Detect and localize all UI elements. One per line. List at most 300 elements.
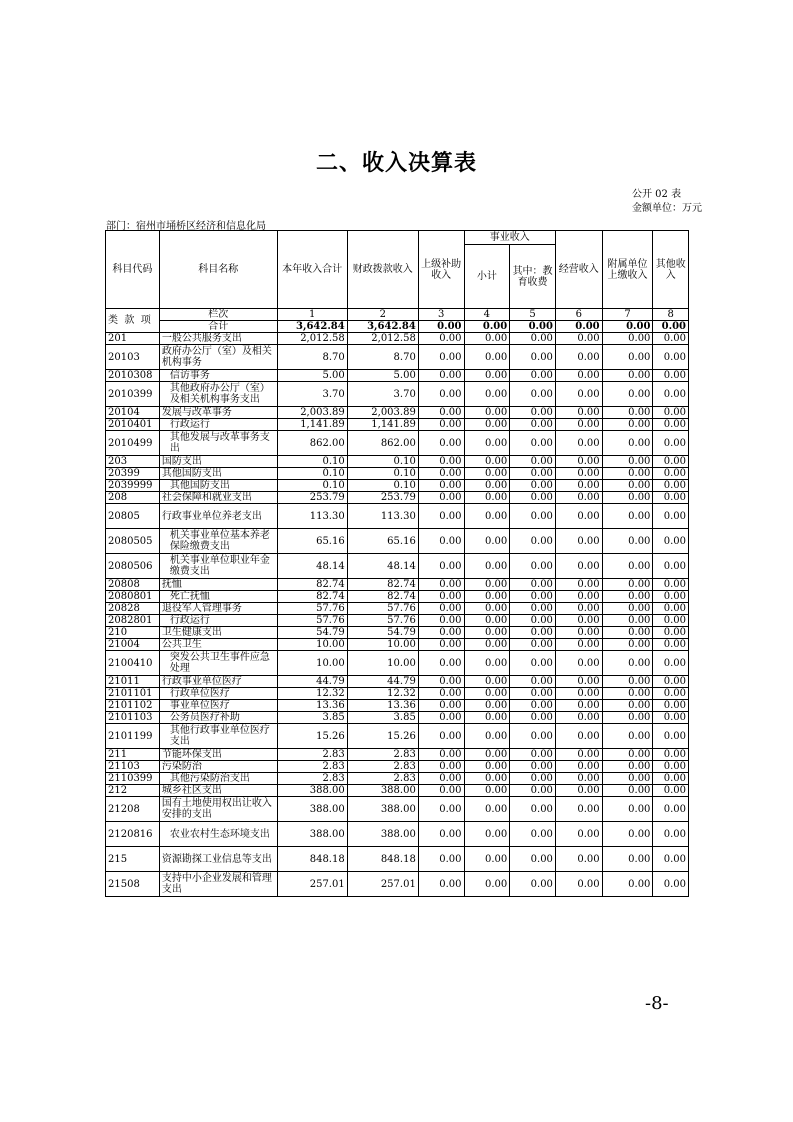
table-row	[106, 345, 689, 370]
row-value: 0.00	[555, 370, 602, 382]
row-value: 0.00	[510, 773, 556, 785]
row-value: 0.00	[510, 529, 556, 554]
total-row	[106, 321, 689, 333]
row-code: 2101199	[106, 724, 160, 749]
row-code: 21508	[106, 872, 160, 897]
row-name: 退役军人管理事务	[159, 603, 277, 615]
header-kuan: 款	[124, 315, 135, 326]
row-value: 0.00	[555, 797, 602, 822]
row-value: 48.14	[347, 554, 418, 579]
col-num: 3	[418, 309, 464, 321]
row-value: 0.00	[418, 847, 464, 872]
row-code: 2039999	[106, 480, 160, 492]
row-value: 388.00	[277, 797, 347, 822]
row-value: 0.00	[602, 480, 653, 492]
row-value: 0.00	[418, 554, 464, 579]
row-value: 0.00	[464, 603, 510, 615]
header-lei: 类	[108, 315, 118, 326]
row-name: 国有土地使用权出让收入安排的支出	[159, 797, 277, 822]
row-value: 0.00	[602, 382, 653, 407]
row-value: 0.00	[555, 847, 602, 872]
row-value: 0.00	[418, 603, 464, 615]
row-name: 抚恤	[159, 579, 277, 591]
row-code: 208	[106, 492, 160, 504]
row-name: 资源勘探工业信息等支出	[159, 847, 277, 872]
header-lei-kuan-xiang	[106, 309, 160, 333]
row-value: 0.00	[602, 676, 653, 688]
row-value: 0.00	[653, 504, 689, 529]
row-value: 0.00	[555, 785, 602, 797]
row-value: 0.00	[555, 492, 602, 504]
col-num: 1	[277, 309, 347, 321]
row-value: 0.00	[555, 333, 602, 345]
row-code: 2080506	[106, 554, 160, 579]
table-row	[106, 872, 689, 897]
row-value: 0.00	[653, 822, 689, 847]
row-value: 0.00	[653, 603, 689, 615]
row-value: 0.00	[418, 591, 464, 603]
row-value: 8.70	[347, 345, 418, 370]
row-code: 20805	[106, 504, 160, 529]
row-value: 0.00	[653, 370, 689, 382]
row-value: 0.00	[653, 456, 689, 468]
row-value: 0.00	[653, 333, 689, 345]
header-subsidy: 上级补助收入	[418, 231, 464, 309]
row-name: 公共卫生	[159, 639, 277, 651]
row-value: 3.70	[347, 382, 418, 407]
row-name: 公务员医疗补助	[159, 712, 277, 724]
row-value: 0.00	[464, 627, 510, 639]
row-value: 0.00	[602, 345, 653, 370]
page-number: -8-	[645, 993, 669, 1014]
row-value: 0.00	[653, 554, 689, 579]
row-value: 0.00	[653, 431, 689, 456]
row-code: 215	[106, 847, 160, 872]
total-value: 0.00	[510, 321, 556, 333]
row-value: 0.10	[277, 480, 347, 492]
row-value: 0.00	[602, 773, 653, 785]
row-value: 0.00	[510, 492, 556, 504]
row-value: 113.30	[277, 504, 347, 529]
row-value: 0.00	[510, 761, 556, 773]
header-fiscal: 财政拨款收入	[347, 231, 418, 309]
row-value: 2.83	[277, 773, 347, 785]
row-value: 0.00	[653, 468, 689, 480]
table-row	[106, 627, 689, 639]
row-name: 国防支出	[159, 456, 277, 468]
row-code: 2101102	[106, 700, 160, 712]
row-value: 0.00	[418, 468, 464, 480]
row-code: 2100410	[106, 651, 160, 676]
row-value: 0.00	[653, 345, 689, 370]
row-value: 0.00	[555, 712, 602, 724]
row-value: 0.00	[555, 456, 602, 468]
row-value: 0.00	[653, 872, 689, 897]
table-row	[106, 554, 689, 579]
row-value: 82.74	[347, 579, 418, 591]
row-value: 0.00	[510, 639, 556, 651]
row-value: 0.00	[602, 651, 653, 676]
row-value: 0.00	[418, 579, 464, 591]
row-value: 0.00	[602, 456, 653, 468]
row-value: 0.00	[653, 615, 689, 627]
total-value: 3,642.84	[277, 321, 347, 333]
row-value: 0.00	[555, 651, 602, 676]
form-number: 公开 02 表	[632, 189, 682, 200]
row-value: 0.00	[464, 688, 510, 700]
row-value: 0.00	[510, 407, 556, 419]
row-name: 行政运行	[159, 615, 277, 627]
table-row	[106, 529, 689, 554]
row-value: 65.16	[277, 529, 347, 554]
row-value: 0.00	[418, 797, 464, 822]
col-num: 5	[510, 309, 556, 321]
row-name: 其他发展与改革事务支出	[159, 431, 277, 456]
row-value: 10.00	[277, 639, 347, 651]
row-value: 2.83	[277, 749, 347, 761]
table-row	[106, 797, 689, 822]
row-code: 211	[106, 749, 160, 761]
row-value: 57.76	[347, 615, 418, 627]
table-row	[106, 724, 689, 749]
row-value: 0.00	[653, 651, 689, 676]
row-value: 0.00	[510, 797, 556, 822]
page-title: 二、收入决算表	[315, 150, 477, 176]
row-code: 2010499	[106, 431, 160, 456]
col-num: 7	[602, 309, 653, 321]
row-value: 15.26	[277, 724, 347, 749]
row-value: 0.00	[555, 345, 602, 370]
row-name: 行政事业单位医疗	[159, 676, 277, 688]
income-table	[105, 230, 689, 897]
row-value: 0.00	[418, 724, 464, 749]
row-value: 44.79	[277, 676, 347, 688]
row-value: 0.00	[555, 822, 602, 847]
row-code: 21011	[106, 676, 160, 688]
row-value: 54.79	[277, 627, 347, 639]
row-value: 0.00	[555, 591, 602, 603]
row-value: 0.10	[347, 468, 418, 480]
row-value: 0.00	[510, 700, 556, 712]
row-value: 0.00	[464, 785, 510, 797]
table-row	[106, 761, 689, 773]
row-value: 0.00	[510, 712, 556, 724]
row-value: 0.00	[418, 345, 464, 370]
row-value: 13.36	[277, 700, 347, 712]
row-value: 0.00	[464, 504, 510, 529]
row-value: 0.00	[653, 480, 689, 492]
row-value: 0.00	[653, 712, 689, 724]
row-value: 0.00	[602, 370, 653, 382]
row-value: 3.85	[347, 712, 418, 724]
row-value: 0.00	[653, 579, 689, 591]
row-code: 2080801	[106, 591, 160, 603]
row-value: 0.00	[510, 382, 556, 407]
row-name: 社会保障和就业支出	[159, 492, 277, 504]
row-value: 0.00	[510, 627, 556, 639]
row-value: 0.00	[653, 407, 689, 419]
row-code: 2080505	[106, 529, 160, 554]
row-name: 行政事业单位养老支出	[159, 504, 277, 529]
row-value: 0.00	[602, 579, 653, 591]
row-value: 0.00	[510, 480, 556, 492]
row-value: 0.00	[555, 639, 602, 651]
row-value: 0.00	[653, 591, 689, 603]
row-value: 388.00	[277, 822, 347, 847]
row-code: 20104	[106, 407, 160, 419]
row-value: 2.83	[347, 749, 418, 761]
row-value: 0.00	[602, 529, 653, 554]
row-value: 48.14	[277, 554, 347, 579]
table-row	[106, 615, 689, 627]
row-value: 0.00	[653, 773, 689, 785]
row-value: 0.00	[510, 749, 556, 761]
row-value: 0.00	[418, 773, 464, 785]
row-value: 0.00	[602, 492, 653, 504]
row-value: 0.00	[602, 419, 653, 431]
table-row	[106, 676, 689, 688]
header-business: 事业收入	[464, 231, 555, 245]
row-name: 死亡抚恤	[159, 591, 277, 603]
row-value: 0.00	[602, 749, 653, 761]
row-value: 57.76	[347, 603, 418, 615]
row-code: 20828	[106, 603, 160, 615]
row-value: 0.00	[602, 504, 653, 529]
row-value: 0.00	[510, 785, 556, 797]
header-subtotal: 小计	[464, 245, 510, 309]
table-row	[106, 480, 689, 492]
header-code: 科目代码	[106, 231, 160, 309]
row-name: 行政运行	[159, 419, 277, 431]
table-row	[106, 639, 689, 651]
row-value: 0.00	[418, 480, 464, 492]
row-value: 0.00	[418, 785, 464, 797]
row-name: 行政单位医疗	[159, 688, 277, 700]
row-value: 0.00	[464, 480, 510, 492]
row-value: 0.00	[653, 492, 689, 504]
row-value: 0.00	[602, 847, 653, 872]
row-code: 2010308	[106, 370, 160, 382]
row-value: 0.00	[555, 407, 602, 419]
row-code: 20103	[106, 345, 160, 370]
row-value: 0.00	[418, 492, 464, 504]
row-value: 0.00	[510, 468, 556, 480]
row-value: 82.74	[277, 579, 347, 591]
row-value: 0.00	[464, 872, 510, 897]
table-row	[106, 579, 689, 591]
row-value: 0.00	[418, 615, 464, 627]
row-value: 0.00	[510, 591, 556, 603]
row-code: 2010399	[106, 382, 160, 407]
row-value: 0.00	[555, 419, 602, 431]
row-name: 信访事务	[159, 370, 277, 382]
row-name: 突发公共卫生事件应急处理	[159, 651, 277, 676]
row-code: 21103	[106, 761, 160, 773]
row-name: 机关事业单位职业年金缴费支出	[159, 554, 277, 579]
row-value: 0.00	[555, 529, 602, 554]
row-value: 8.70	[277, 345, 347, 370]
row-value: 0.00	[418, 712, 464, 724]
row-value: 0.00	[602, 724, 653, 749]
row-value: 0.00	[464, 529, 510, 554]
row-value: 2,012.58	[277, 333, 347, 345]
row-name: 其他行政事业单位医疗支出	[159, 724, 277, 749]
row-value: 0.00	[510, 456, 556, 468]
table-row	[106, 847, 689, 872]
total-value: 0.00	[602, 321, 653, 333]
row-value: 0.00	[510, 651, 556, 676]
row-value: 0.00	[464, 382, 510, 407]
table-row	[106, 749, 689, 761]
row-code: 21208	[106, 797, 160, 822]
row-code: 20808	[106, 579, 160, 591]
table-row	[106, 468, 689, 480]
row-value: 57.76	[277, 615, 347, 627]
row-value: 0.00	[464, 370, 510, 382]
row-value: 82.74	[347, 591, 418, 603]
row-code: 2101103	[106, 712, 160, 724]
row-code: 2082801	[106, 615, 160, 627]
row-value: 0.00	[555, 615, 602, 627]
department-label: 部门：宿州市埇桥区经济和信息化局	[106, 221, 266, 232]
row-value: 0.00	[464, 419, 510, 431]
row-name: 一般公共服务支出	[159, 333, 277, 345]
row-value: 0.00	[602, 554, 653, 579]
row-name: 污染防治	[159, 761, 277, 773]
row-value: 0.00	[464, 797, 510, 822]
table-row	[106, 603, 689, 615]
row-value: 253.79	[347, 492, 418, 504]
row-code: 210	[106, 627, 160, 639]
row-value: 0.00	[602, 688, 653, 700]
row-value: 0.00	[555, 688, 602, 700]
row-code: 20399	[106, 468, 160, 480]
table-row	[106, 407, 689, 419]
row-value: 0.00	[464, 407, 510, 419]
row-value: 0.00	[510, 688, 556, 700]
row-value: 253.79	[277, 492, 347, 504]
row-value: 0.00	[555, 480, 602, 492]
row-value: 0.00	[418, 872, 464, 897]
row-value: 2,012.58	[347, 333, 418, 345]
total-value: 0.00	[418, 321, 464, 333]
row-value: 0.00	[653, 419, 689, 431]
row-value: 0.00	[510, 370, 556, 382]
form-meta	[632, 188, 702, 216]
row-value: 0.00	[464, 761, 510, 773]
row-value: 0.00	[555, 761, 602, 773]
row-value: 388.00	[347, 797, 418, 822]
row-value: 1,141.89	[347, 419, 418, 431]
row-value: 3.70	[277, 382, 347, 407]
row-value: 0.00	[602, 761, 653, 773]
row-value: 0.00	[464, 591, 510, 603]
row-value: 5.00	[277, 370, 347, 382]
row-value: 0.00	[418, 370, 464, 382]
row-value: 0.00	[653, 529, 689, 554]
row-value: 848.18	[347, 847, 418, 872]
row-value: 848.18	[277, 847, 347, 872]
total-value: 0.00	[464, 321, 510, 333]
amount-unit: 金额单位：万元	[632, 203, 702, 214]
row-value: 0.00	[653, 676, 689, 688]
total-value: 0.00	[555, 321, 602, 333]
row-value: 257.01	[347, 872, 418, 897]
row-value: 862.00	[277, 431, 347, 456]
row-value: 0.00	[510, 603, 556, 615]
row-value: 0.00	[510, 345, 556, 370]
row-value: 0.00	[602, 407, 653, 419]
row-value: 0.00	[464, 676, 510, 688]
row-value: 0.00	[510, 724, 556, 749]
row-name: 发展与改革事务	[159, 407, 277, 419]
row-value: 12.32	[277, 688, 347, 700]
total-value: 3,642.84	[347, 321, 418, 333]
row-value: 0.00	[418, 431, 464, 456]
row-value: 0.00	[464, 468, 510, 480]
row-value: 0.00	[418, 627, 464, 639]
row-value: 0.00	[555, 700, 602, 712]
row-value: 12.32	[347, 688, 418, 700]
col-num: 2	[347, 309, 418, 321]
row-value: 0.00	[653, 382, 689, 407]
row-value: 0.00	[602, 591, 653, 603]
row-value: 0.00	[653, 847, 689, 872]
row-value: 0.00	[653, 700, 689, 712]
row-value: 0.00	[555, 504, 602, 529]
row-value: 0.00	[602, 603, 653, 615]
row-value: 0.00	[510, 676, 556, 688]
row-value: 388.00	[347, 785, 418, 797]
row-value: 0.00	[418, 419, 464, 431]
row-value: 0.00	[555, 603, 602, 615]
header-operating: 经营收入	[555, 231, 602, 309]
row-value: 0.00	[653, 688, 689, 700]
row-name: 其他政府办公厅（室）及相关机构事务支出	[159, 382, 277, 407]
row-value: 0.00	[555, 382, 602, 407]
row-name: 城乡社区支出	[159, 785, 277, 797]
row-value: 44.79	[347, 676, 418, 688]
row-value: 54.79	[347, 627, 418, 639]
row-value: 0.00	[555, 627, 602, 639]
row-name: 卫生健康支出	[159, 627, 277, 639]
row-code: 203	[106, 456, 160, 468]
row-value: 0.00	[418, 700, 464, 712]
row-value: 82.74	[277, 591, 347, 603]
row-value: 0.00	[418, 382, 464, 407]
row-value: 2,003.89	[277, 407, 347, 419]
row-value: 0.00	[653, 797, 689, 822]
table-row	[106, 382, 689, 407]
row-value: 10.00	[277, 651, 347, 676]
header-col-label: 栏次	[159, 309, 277, 321]
row-value: 0.00	[510, 504, 556, 529]
row-value: 0.00	[464, 333, 510, 345]
col-num: 8	[653, 309, 689, 321]
row-name: 其他国防支出	[159, 480, 277, 492]
row-code: 2120816	[106, 822, 160, 847]
row-value: 0.00	[602, 431, 653, 456]
row-value: 0.00	[418, 504, 464, 529]
row-value: 0.00	[555, 431, 602, 456]
row-value: 0.00	[602, 333, 653, 345]
row-code: 2110399	[106, 773, 160, 785]
row-value: 0.00	[602, 712, 653, 724]
row-value: 388.00	[347, 822, 418, 847]
row-value: 0.00	[418, 761, 464, 773]
row-value: 0.10	[277, 468, 347, 480]
table-row	[106, 333, 689, 345]
